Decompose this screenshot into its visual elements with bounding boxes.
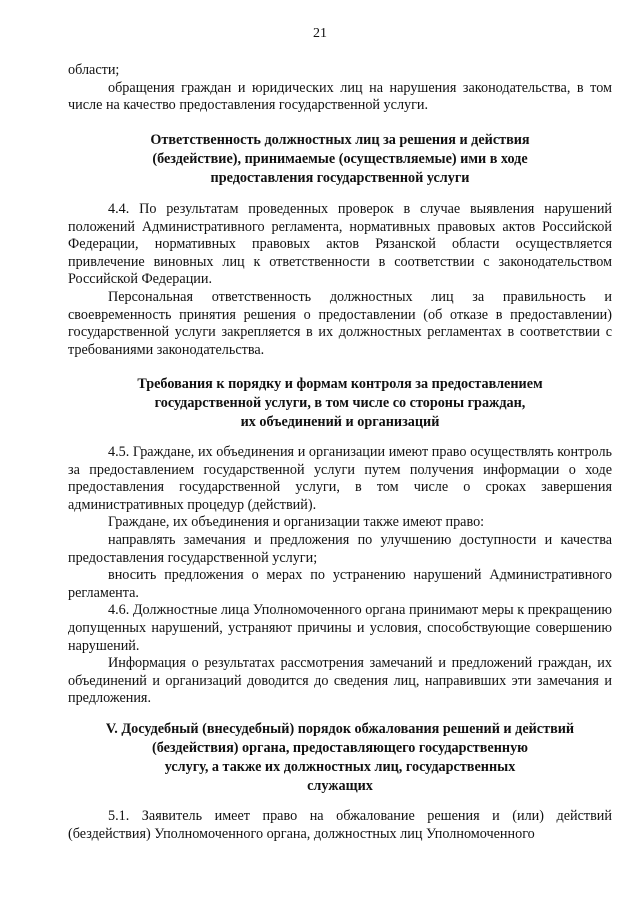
heading-line: Ответственность должностных лиц за решения и действия: [150, 132, 530, 148]
paragraph: Граждане, их объединения и организации также имеют право:: [108, 514, 485, 531]
appeal-body: [68, 808, 612, 843]
paragraph: вносить предложения о мерах по устранению нарушений Административного регламента.: [68, 567, 612, 601]
heading-line: их объединений и организаций: [240, 414, 440, 430]
paragraph: Информация о результатах рассмотрения замечаний и предложений граждан, их объединений и организаций доводится до сведения лиц, направивших эти замечания и предложения.: [68, 655, 612, 707]
top-text-block: [68, 62, 612, 115]
paragraph: области;: [68, 62, 120, 78]
paragraph: направлять замечания и предложения по улучшению доступности и качества предоставления государственной услуги;: [68, 531, 612, 566]
heading-line: предоставления государственной услуги: [210, 170, 470, 186]
section-heading-requirements: [68, 375, 612, 432]
heading-line: V. Досудебный (внесудебный) порядок обжалования решений и действий: [105, 721, 575, 737]
heading-line: Требования к порядку и формам контроля за предоставлением: [137, 376, 543, 392]
heading-line: государственной услуги, в том числе со стороны граждан,: [154, 395, 526, 411]
section-heading-responsibility: [68, 131, 612, 188]
paragraph: 4.5. Граждане, их объединения и организации имеют право осуществлять контроль за предоставлением государственной услуги путем получения информации о ходе предоставления государственной услуги, в том числе о сроках завершения административных процедур (действий).: [68, 444, 612, 513]
heading-line: (бездействия) органа, предоставляющего государственную: [151, 740, 529, 756]
paragraph: Персональная ответственность должностных лиц за правильность и своевременность принятия решения о предоставлении (об отказе в предоставлении) государственной услуги закрепляется в их должностных регламентах в соответствии с требованиями законодательства.: [68, 288, 612, 358]
paragraph: 5.1. Заявитель имеет право на обжалование решения и (или) действий (бездействия) Уполномоченного органа, должностных лиц Уполномоченного: [68, 808, 612, 842]
heading-line: услугу, а также их должностных лиц, государственных: [164, 759, 516, 775]
section-heading-appeal: [68, 720, 612, 796]
page-number: 21: [313, 26, 327, 41]
paragraph: 4.6. Должностные лица Уполномоченного органа принимают меры к прекращению допущенных нарушений, устраняют причины и условия, способствующие совершению нарушений.: [68, 602, 612, 654]
paragraph: обращения граждан и юридических лиц на нарушения законодательства, в том числе на качество предоставления государственной услуги.: [68, 79, 612, 114]
heading-line: служащих: [307, 778, 373, 794]
heading-line: (бездействие), принимаемые (осуществляемые) ими в ходе: [152, 151, 528, 167]
responsibility-body: [68, 201, 612, 359]
requirements-body: [68, 444, 612, 708]
paragraph: 4.4. По результатам проведенных проверок в случае выявления нарушений положений Административного регламента, нормативных правовых актов Российской Федерации, нормативных правовых актов Рязанской области осуществляется привлечение виновных лиц к ответственности в соответствии с законодательством Российской Федерации.: [68, 201, 612, 288]
